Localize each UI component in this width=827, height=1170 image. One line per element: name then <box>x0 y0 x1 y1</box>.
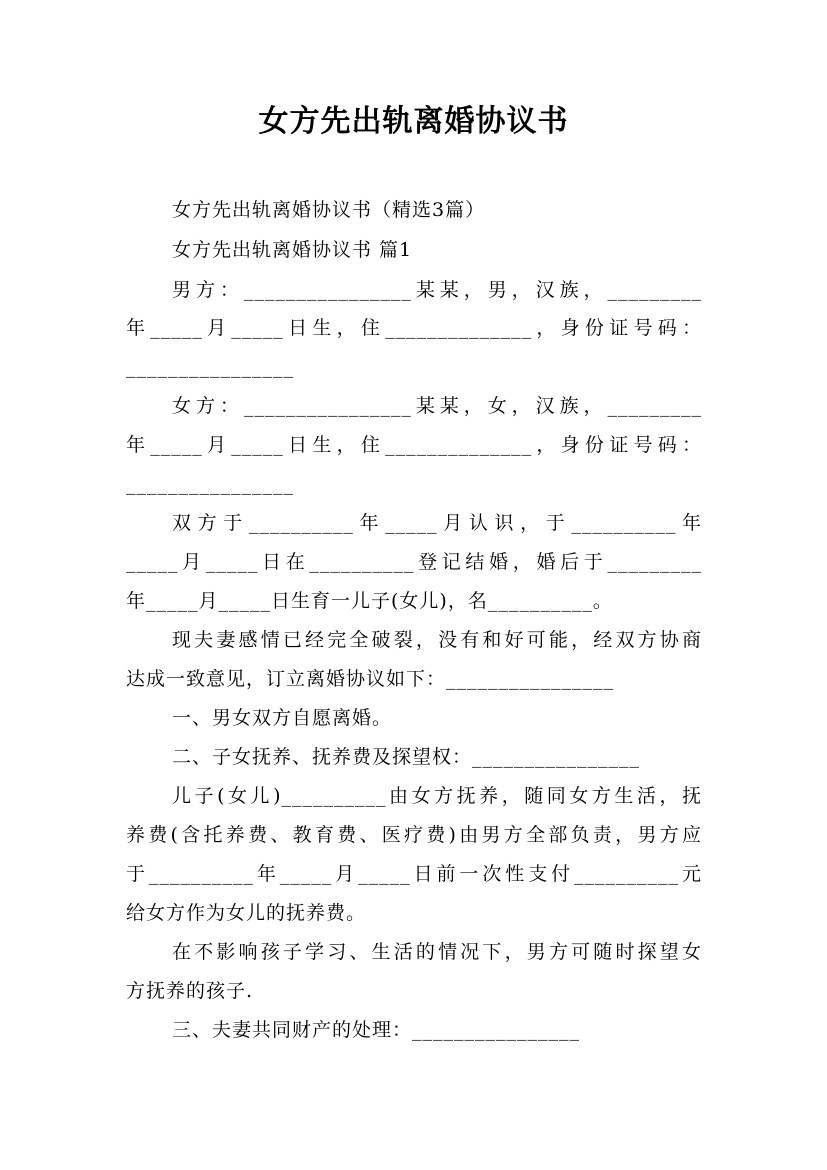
agreement-intro-line: 达成一致意见，订立离婚协议如下：________________ <box>126 668 615 690</box>
marriage-paragraph-line: _____月_____日在__________登记结婚，婚后于_________ <box>126 551 702 573</box>
wife-birth-line: 年_____月_____日生，住______________，身份证号码： <box>126 434 702 456</box>
custody-paragraph-line: 于__________年_____月_____日前一次性支付__________元 <box>126 863 702 885</box>
husband-birth-line: 年_____月_____日生，住______________，身份证号码： <box>126 317 702 339</box>
custody-paragraph-line: 给女方作为女儿的抚养费。 <box>126 902 367 924</box>
custody-paragraph-line: 儿子(女儿)__________由女方抚养，随同女方生活，抚 <box>172 785 702 807</box>
section-heading-part1: 女方先出轨离婚协议书 篇1 <box>172 239 413 261</box>
visitation-paragraph-line: 在不影响孩子学习、生活的情况下，男方可随时探望女 <box>172 941 702 963</box>
marriage-paragraph-line: 年_____月_____日生育一儿子(女儿)，名__________。 <box>126 590 613 612</box>
husband-id-blank: ________________ <box>126 356 294 378</box>
agreement-intro-line: 现夫妻感情已经完全破裂，没有和好可能，经双方协商 <box>172 629 702 651</box>
clause-1: 一、男女双方自愿离婚。 <box>172 707 393 729</box>
wife-info-line: 女方：________________某某，女，汉族，_________ <box>172 395 702 417</box>
document-title: 女方先出轨离婚协议书 <box>258 104 569 139</box>
visitation-paragraph-line: 方抚养的孩子. <box>126 980 254 1002</box>
marriage-paragraph-line: 双方于__________年_____月认识，于__________年 <box>172 512 702 534</box>
subtitle-selection: 女方先出轨离婚协议书（精选3篇） <box>172 199 486 221</box>
custody-paragraph-line: 养费(含托养费、教育费、医疗费)由男方全部负责，男方应 <box>126 824 702 846</box>
clause-2-heading: 二、子女抚养、抚养费及探望权：________________ <box>172 746 641 768</box>
husband-info-line: 男方：________________某某，男，汉族，_________ <box>172 279 702 301</box>
clause-3-heading: 三、夫妻共同财产的处理：________________ <box>172 1019 581 1041</box>
wife-id-blank: ________________ <box>126 473 294 495</box>
